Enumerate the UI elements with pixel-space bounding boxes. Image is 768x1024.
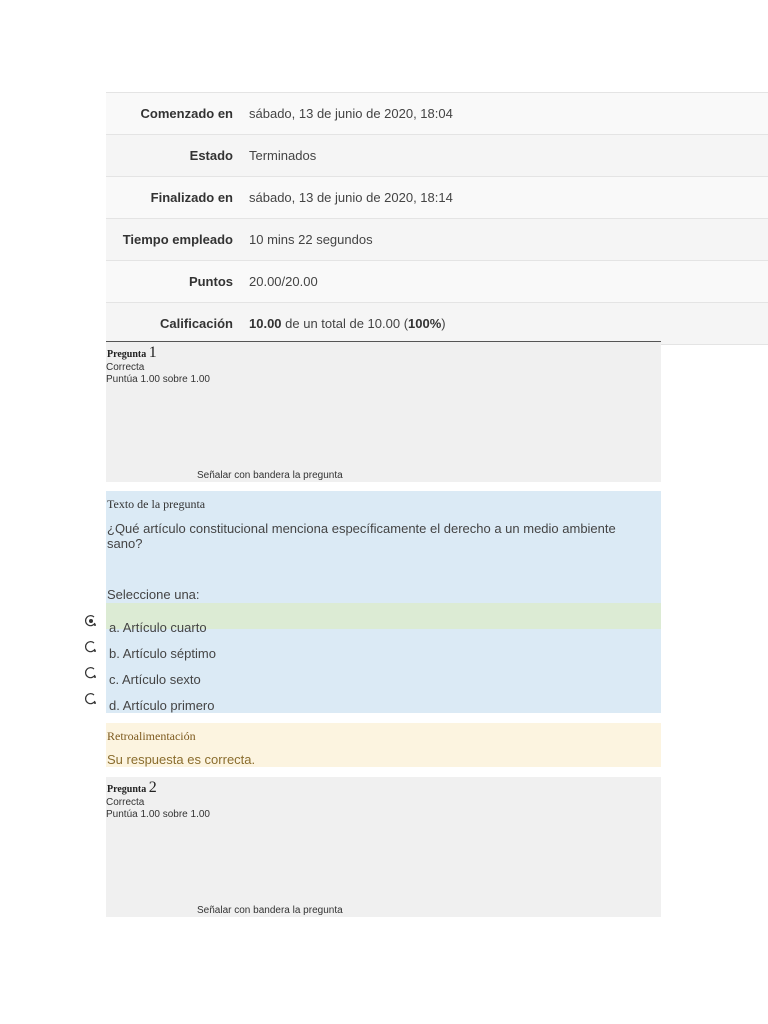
feedback-block	[106, 723, 661, 767]
summary-label: Estado	[189, 148, 233, 163]
answer-option-d[interactable]	[106, 681, 661, 713]
summary-row-finished	[106, 177, 768, 219]
attempt-summary-table	[106, 92, 768, 345]
radio-icon[interactable]	[84, 640, 98, 654]
summary-value: Terminados	[249, 148, 317, 163]
summary-value: sábado, 13 de junio de 2020, 18:14	[249, 190, 453, 205]
question-state: Correcta	[106, 362, 145, 373]
grade-percent: 100%	[408, 316, 442, 331]
answer-label: b. Artículo séptimo	[109, 646, 216, 661]
question-word: Pregunta	[107, 784, 147, 795]
flag-question-link[interactable]: Señalar con bandera la pregunta	[197, 470, 343, 481]
summary-row-state	[106, 135, 768, 177]
summary-row-time-taken	[106, 219, 768, 261]
feedback-heading: Retroalimentación	[107, 729, 196, 743]
question-grade: Puntúa 1.00 sobre 1.00	[106, 809, 210, 820]
summary-row-points	[106, 261, 768, 303]
question-title	[107, 344, 157, 362]
question-number: 2	[148, 779, 157, 796]
question-number: 1	[148, 344, 157, 361]
summary-label: Puntos	[188, 274, 233, 289]
radio-icon[interactable]	[84, 692, 98, 706]
summary-label: Finalizado en	[150, 190, 233, 205]
summary-row-started	[106, 93, 768, 135]
grade-middle: de un total de 10.00 (	[281, 316, 409, 331]
answer-label: d. Artículo primero	[109, 698, 215, 713]
grade-end: )	[441, 316, 446, 331]
summary-label: Calificación	[160, 316, 233, 331]
answer-prompt: Seleccione una:	[107, 587, 200, 602]
feedback-body: Su respuesta es correcta.	[107, 752, 256, 767]
radio-selected-icon[interactable]	[84, 614, 98, 628]
question-word: Pregunta	[107, 349, 147, 360]
question-grade: Puntúa 1.00 sobre 1.00	[106, 374, 210, 385]
grade-score: 10.00	[249, 316, 282, 331]
summary-value: 10 mins 22 segundos	[249, 232, 373, 247]
question-title	[107, 779, 157, 797]
answer-option-a[interactable]	[106, 603, 661, 635]
question-text-block	[106, 491, 661, 713]
summary-row-grade	[106, 303, 768, 345]
summary-label: Comenzado en	[140, 106, 233, 121]
question-info-2	[106, 777, 661, 917]
answer-label: a. Artículo cuarto	[109, 620, 207, 635]
summary-label: Tiempo empleado	[122, 232, 233, 247]
radio-icon[interactable]	[84, 666, 98, 680]
summary-grade-value	[249, 316, 446, 331]
question-info-1	[106, 341, 661, 482]
answer-option-c[interactable]	[106, 655, 661, 687]
summary-value: sábado, 13 de junio de 2020, 18:04	[249, 106, 453, 121]
summary-value: 20.00/20.00	[249, 274, 318, 289]
answer-label: c. Artículo sexto	[109, 672, 201, 687]
question-text-body: ¿Qué artículo constitucional menciona específicamente el derecho a un medio ambiente sano?	[107, 521, 616, 551]
question-text-heading: Texto de la pregunta	[107, 497, 206, 511]
answer-option-b[interactable]	[106, 629, 661, 661]
flag-question-link[interactable]: Señalar con bandera la pregunta	[197, 905, 343, 916]
question-state: Correcta	[106, 797, 145, 808]
